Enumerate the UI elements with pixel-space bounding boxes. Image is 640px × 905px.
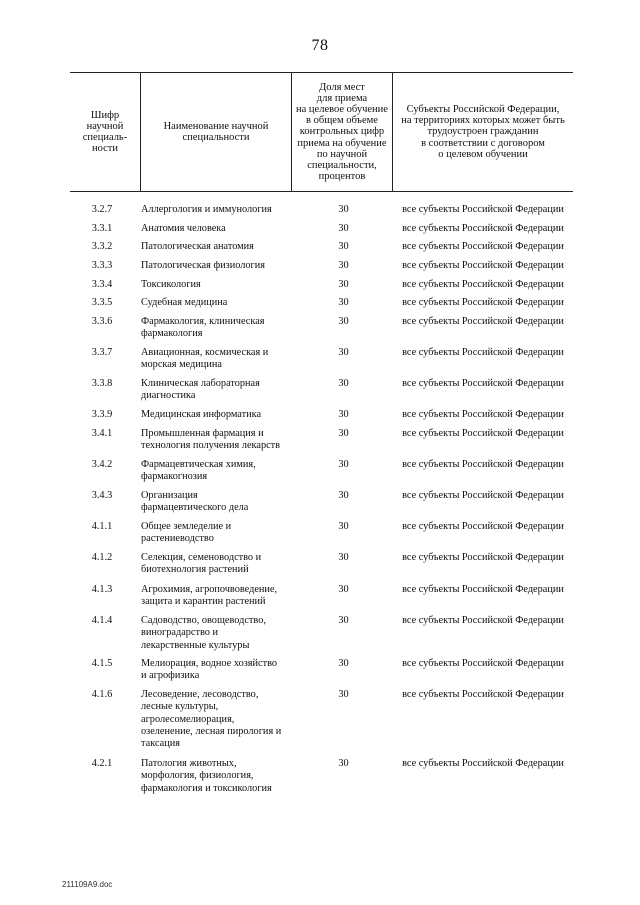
row-code: 3.4.3 [91, 490, 113, 501]
row-specialty-name: Лесоведение, лесоводство, лесные культуры, агролесомелиорация, озеленение, лесная пирология и таксация [141, 689, 282, 750]
header-name: Наименование научной специальности [163, 120, 269, 143]
row-share-percent: 30 [338, 347, 349, 358]
row-specialty-name: Авиационная, космическая и морская медицина [141, 347, 269, 371]
row-code: 3.3.8 [91, 378, 113, 389]
row-share-percent: 30 [338, 459, 349, 470]
row-share-percent: 30 [338, 260, 349, 271]
row-regions: все субъекты Российской Федерации [402, 658, 564, 669]
row-share-percent: 30 [338, 615, 349, 626]
row-regions: все субъекты Российской Федерации [402, 409, 564, 420]
row-code: 3.2.7 [91, 204, 113, 215]
row-code: 4.1.5 [91, 658, 113, 669]
row-specialty-name: Судебная медицина [141, 297, 228, 308]
row-share-percent: 30 [338, 204, 349, 215]
row-code: 3.3.4 [91, 279, 113, 290]
row-specialty-name: Агрохимия, агропочвоведение, защита и карантин растений [141, 584, 278, 608]
row-code: 3.4.1 [91, 428, 113, 439]
row-specialty-name: Токсикология [141, 279, 201, 290]
row-code: 4.2.1 [91, 758, 113, 769]
row-regions: все субъекты Российской Федерации [402, 204, 564, 215]
row-share-percent: 30 [338, 521, 349, 532]
row-code: 3.3.5 [91, 297, 113, 308]
page-number: 78 [311, 37, 329, 54]
row-share-percent: 30 [338, 658, 349, 669]
row-share-percent: 30 [338, 297, 349, 308]
row-code: 3.3.3 [91, 260, 113, 271]
row-regions: все субъекты Российской Федерации [402, 316, 564, 327]
row-share-percent: 30 [338, 428, 349, 439]
row-specialty-name: Патологическая анатомия [141, 241, 254, 252]
row-share-percent: 30 [338, 584, 349, 595]
row-share-percent: 30 [338, 378, 349, 389]
row-code: 3.3.9 [91, 409, 113, 420]
row-code: 4.1.1 [91, 521, 113, 532]
row-code: 3.3.6 [91, 316, 113, 327]
row-share-percent: 30 [338, 409, 349, 420]
row-share-percent: 30 [338, 552, 349, 563]
row-share-percent: 30 [338, 223, 349, 234]
row-specialty-name: Фармакология, клиническая фармакология [141, 316, 265, 340]
row-regions: все субъекты Российской Федерации [402, 428, 564, 439]
row-regions: все субъекты Российской Федерации [402, 260, 564, 271]
row-code: 3.4.2 [91, 459, 113, 470]
row-regions: все субъекты Российской Федерации [402, 241, 564, 252]
row-share-percent: 30 [338, 316, 349, 327]
row-regions: все субъекты Российской Федерации [402, 279, 564, 290]
row-regions: все субъекты Российской Федерации [402, 615, 564, 626]
row-specialty-name: Промышленная фармация и технология получения лекарств [141, 428, 281, 452]
row-code: 4.1.6 [91, 689, 113, 700]
row-specialty-name: Патологическая физиология [141, 260, 265, 271]
row-code: 3.3.1 [91, 223, 113, 234]
row-specialty-name: Анатомия человека [141, 223, 226, 234]
row-regions: все субъекты Российской Федерации [402, 552, 564, 563]
row-code: 3.3.2 [91, 241, 113, 252]
row-regions: все субъекты Российской Федерации [402, 378, 564, 389]
table-header [70, 72, 573, 192]
row-regions: все субъекты Российской Федерации [402, 297, 564, 308]
row-regions: все субъекты Российской Федерации [402, 758, 564, 769]
row-specialty-name: Фармацевтическая химия, фармакогнозия [141, 459, 256, 483]
row-share-percent: 30 [338, 689, 349, 700]
row-specialty-name: Садоводство, овощеводство, виноградарство и лекарственные культуры [141, 615, 266, 651]
row-specialty-name: Общее земледелие и растениеводство [141, 521, 232, 545]
row-specialty-name: Патология животных, морфология, физиология, фармакология и токсикология [141, 758, 272, 794]
footer-filename: 211109A9.doc [62, 880, 113, 889]
row-share-percent: 30 [338, 279, 349, 290]
row-share-percent: 30 [338, 758, 349, 769]
row-specialty-name: Аллергология и иммунология [141, 204, 272, 215]
row-code: 3.3.7 [91, 347, 113, 358]
header-code: Шифр научной специаль- ности [82, 109, 128, 155]
row-regions: все субъекты Российской Федерации [402, 689, 564, 700]
row-regions: все субъекты Российской Федерации [402, 459, 564, 470]
row-regions: все субъекты Российской Федерации [402, 521, 564, 532]
row-regions: все субъекты Российской Федерации [402, 584, 564, 595]
header-share: Доля мест для приема на целевое обучение в общем объеме контрольных цифр приема на обучение по научной специальности, процентов [296, 81, 388, 183]
row-share-percent: 30 [338, 490, 349, 501]
row-regions: все субъекты Российской Федерации [402, 347, 564, 358]
row-regions: все субъекты Российской Федерации [402, 223, 564, 234]
row-regions: все субъекты Российской Федерации [402, 490, 564, 501]
row-code: 4.1.2 [91, 552, 113, 563]
row-code: 4.1.3 [91, 584, 113, 595]
header-regions: Субъекты Российской Федерации, на территориях которых может быть трудоустроен гражданин в соответствии с договором о целевом обучении [401, 103, 565, 160]
row-specialty-name: Медицинская информатика [141, 409, 262, 420]
row-share-percent: 30 [338, 241, 349, 252]
row-specialty-name: Организация фармацевтического дела [141, 490, 249, 514]
row-specialty-name: Селекция, семеноводство и биотехнология растений [141, 552, 262, 576]
row-specialty-name: Мелиорация, водное хозяйство и агрофизика [141, 658, 278, 682]
row-code: 4.1.4 [91, 615, 113, 626]
row-specialty-name: Клиническая лабораторная диагностика [141, 378, 260, 402]
